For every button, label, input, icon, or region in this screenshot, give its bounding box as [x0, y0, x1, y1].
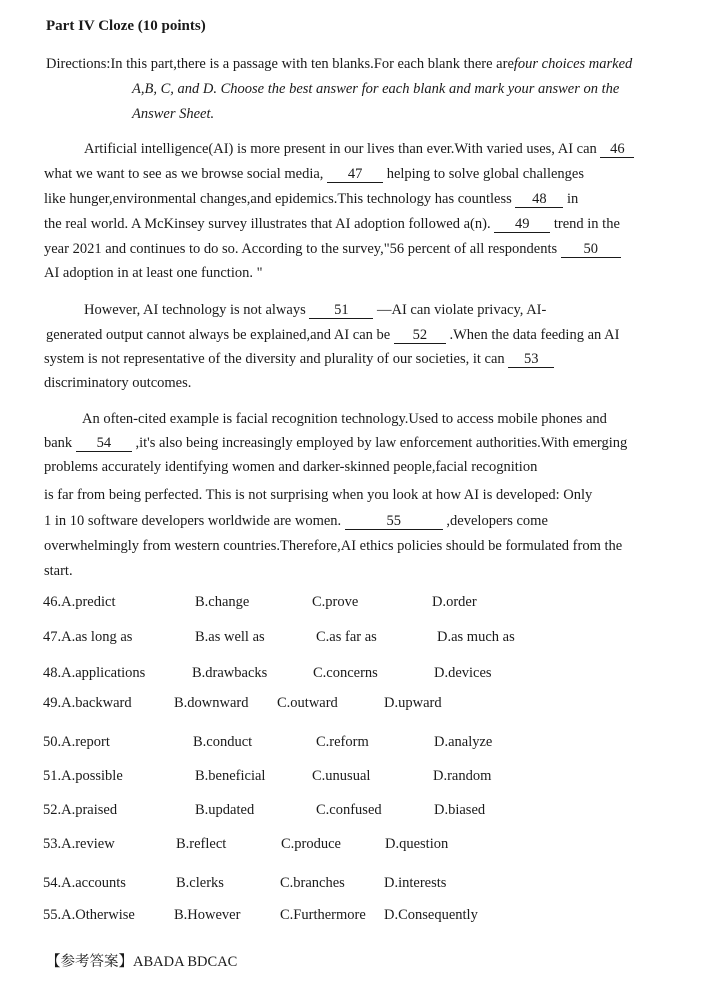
passage-text: is far from being perfected. This is not surprising when you look at how AI is developed: Only — [44, 487, 593, 503]
passage-text: problems accurately identifying women and darker-skinned people,facial recognition — [44, 459, 538, 475]
directions-line-2: A,B, C, and D. Choose the best answer for each blank and mark your answer on the — [132, 81, 620, 97]
passage-p3-line-6 — [44, 535, 678, 557]
option-text: A.possible — [61, 768, 123, 784]
question-50-option-a — [43, 734, 110, 751]
passage-p1-line-1 — [84, 138, 688, 160]
question-53-option-c: C.produce — [281, 836, 341, 852]
question-48-option-c: C.concerns — [313, 665, 378, 681]
directions-label: Directions: — [46, 56, 111, 72]
option-text: A.Otherwise — [61, 907, 135, 923]
question-50-option-b: B.conduct — [193, 734, 253, 750]
question-number: 54. — [43, 875, 62, 891]
passage-p2-line-4 — [44, 372, 692, 394]
blank-50: 50 — [561, 241, 621, 258]
passage-text: like hunger,environmental changes,and epidemics.This technology has countless — [44, 191, 512, 207]
passage-text: AI adoption in at least one function. " — [44, 265, 263, 281]
question-47-option-b: B.as well as — [195, 629, 265, 645]
blank-53: 53 — [508, 351, 554, 368]
option-text: A.applications — [61, 665, 146, 681]
question-46-option-a — [43, 594, 115, 611]
question-54-option-b: B.clerks — [176, 875, 224, 891]
question-54-option-c: C.branches — [280, 875, 345, 891]
passage-text: bank — [44, 435, 73, 451]
blank-54: 54 — [76, 435, 132, 452]
question-number: 53. — [43, 836, 62, 852]
passage-p2-line-1 — [84, 299, 650, 321]
passage-text: system is not representative of the diversity and plurality of our societies, it can — [44, 351, 505, 367]
passage-text: year 2021 and continues to do so. According to the survey,"56 percent of all respondents — [44, 241, 558, 257]
question-48-option-d: D.devices — [434, 665, 492, 681]
passage-text: 1 in 10 software developers worldwide are women. — [44, 513, 342, 529]
question-49-option-c: C.outward — [277, 695, 338, 711]
question-52-option-d: D.biased — [434, 802, 486, 818]
question-number: 55. — [43, 907, 62, 923]
question-46-option-c: C.prove — [312, 594, 359, 610]
passage-p3-line-1 — [82, 408, 680, 430]
passage-text: —AI can violate privacy, AI- — [376, 302, 547, 318]
passage-text: generated output cannot always be explained,and AI can be — [46, 327, 391, 343]
question-46-option-b: B.change — [195, 594, 250, 610]
blank-47: 47 — [327, 166, 383, 183]
option-text: A.review — [61, 836, 115, 852]
question-53-option-b: B.reflect — [176, 836, 227, 852]
passage-text: ,developers come — [446, 513, 548, 529]
passage-p3-line-5 — [44, 510, 616, 532]
passage-text: start. — [44, 563, 73, 579]
passage-p3-line-2 — [44, 432, 687, 454]
blank-46: 46 — [600, 141, 634, 158]
passage-text: discriminatory outcomes. — [44, 375, 192, 391]
passage-p2-line-3 — [44, 348, 692, 370]
question-number: 52. — [43, 802, 62, 818]
passage-p1-line-2 — [44, 163, 692, 185]
question-55-option-b: B.However — [174, 907, 241, 923]
question-50-option-d: D.analyze — [434, 734, 493, 750]
question-50-option-c: C.reform — [316, 734, 369, 750]
question-52-option-c: C.confused — [316, 802, 382, 818]
passage-text: the real world. A McKinsey survey illustrates that AI adoption followed a(n). — [44, 216, 491, 232]
option-text: A.accounts — [61, 875, 126, 891]
passage-p3-line-3 — [44, 456, 692, 478]
question-55-option-c: C.Furthermore — [280, 907, 366, 923]
question-49-option-a — [43, 695, 132, 712]
question-number: 49. — [43, 695, 62, 711]
passage-p1-line-3 — [44, 188, 692, 210]
question-55-option-d: D.Consequently — [384, 907, 478, 923]
blank-51: 51 — [309, 302, 373, 319]
directions-line-1 — [46, 56, 632, 73]
blank-52: 52 — [394, 327, 446, 344]
option-text: A.as long as — [61, 629, 133, 645]
question-46-option-d: D.order — [432, 594, 477, 610]
passage-text: .When the data feeding an AI — [449, 327, 620, 343]
question-54-option-a — [43, 875, 126, 892]
option-text: A.backward — [61, 695, 132, 711]
directions-line-3: Answer Sheet. — [132, 106, 215, 122]
passage-p1-line-6 — [44, 262, 692, 284]
section-title: Part IV Cloze (10 points) — [46, 18, 206, 34]
passage-p1-line-4 — [44, 213, 692, 235]
question-49-option-d: D.upward — [384, 695, 442, 711]
passage-text: helping to solve global challenges — [386, 166, 585, 182]
passage-p1-line-5 — [44, 238, 692, 260]
option-text: A.praised — [61, 802, 118, 818]
question-47-option-c: C.as far as — [316, 629, 377, 645]
blank-55: 55 — [345, 513, 443, 530]
question-47-option-a — [43, 629, 132, 646]
passage-text: in — [566, 191, 579, 207]
question-number: 46. — [43, 594, 62, 610]
answer-key: 【参考答案】ABADA BDCAC — [46, 954, 238, 970]
question-52-option-a — [43, 802, 117, 819]
question-54-option-d: D.interests — [384, 875, 447, 891]
question-49-option-b: B.downward — [174, 695, 249, 711]
question-48-option-a — [43, 665, 145, 682]
passage-text: However, AI technology is not always — [84, 302, 306, 318]
blank-49: 49 — [494, 216, 550, 233]
directions-text-1: In this part,there is a passage with ten blanks.For each blank there are — [110, 56, 514, 72]
passage-p3-line-4 — [44, 484, 688, 506]
question-51-option-d: D.random — [433, 768, 492, 784]
option-text: A.report — [61, 734, 110, 750]
question-51-option-b: B.beneficial — [195, 768, 266, 784]
blank-48: 48 — [515, 191, 563, 208]
question-55-option-a — [43, 907, 135, 924]
question-number: 51. — [43, 768, 62, 784]
passage-p2-line-2 — [46, 324, 650, 346]
question-53-option-a — [43, 836, 115, 853]
passage-text: overwhelmingly from western countries.Therefore,AI ethics policies should be formulated from the — [44, 538, 623, 554]
option-text: A.predict — [61, 594, 116, 610]
question-number: 47. — [43, 629, 62, 645]
directions-text-1-italic: four choices marked — [513, 56, 633, 72]
passage-text: trend in the — [553, 216, 620, 232]
passage-text: Artificial intelligence(AI) is more present in our lives than ever.With varied uses, AI can — [84, 141, 597, 157]
passage-p3-line-7 — [44, 560, 692, 582]
question-number: 48. — [43, 665, 62, 681]
passage-text: what we want to see as we browse social media, — [44, 166, 324, 182]
passage-text: ,it's also being increasingly employed by law enforcement authorities.With emerging — [135, 435, 628, 451]
question-47-option-d: D.as much as — [437, 629, 515, 645]
question-number: 50. — [43, 734, 62, 750]
question-51-option-a — [43, 768, 123, 785]
question-52-option-b: B.updated — [195, 802, 255, 818]
question-51-option-c: C.unusual — [312, 768, 371, 784]
passage-text: An often-cited example is facial recognition technology.Used to access mobile phones and — [82, 411, 607, 427]
question-53-option-d: D.question — [385, 836, 449, 852]
question-48-option-b: B.drawbacks — [192, 665, 268, 681]
